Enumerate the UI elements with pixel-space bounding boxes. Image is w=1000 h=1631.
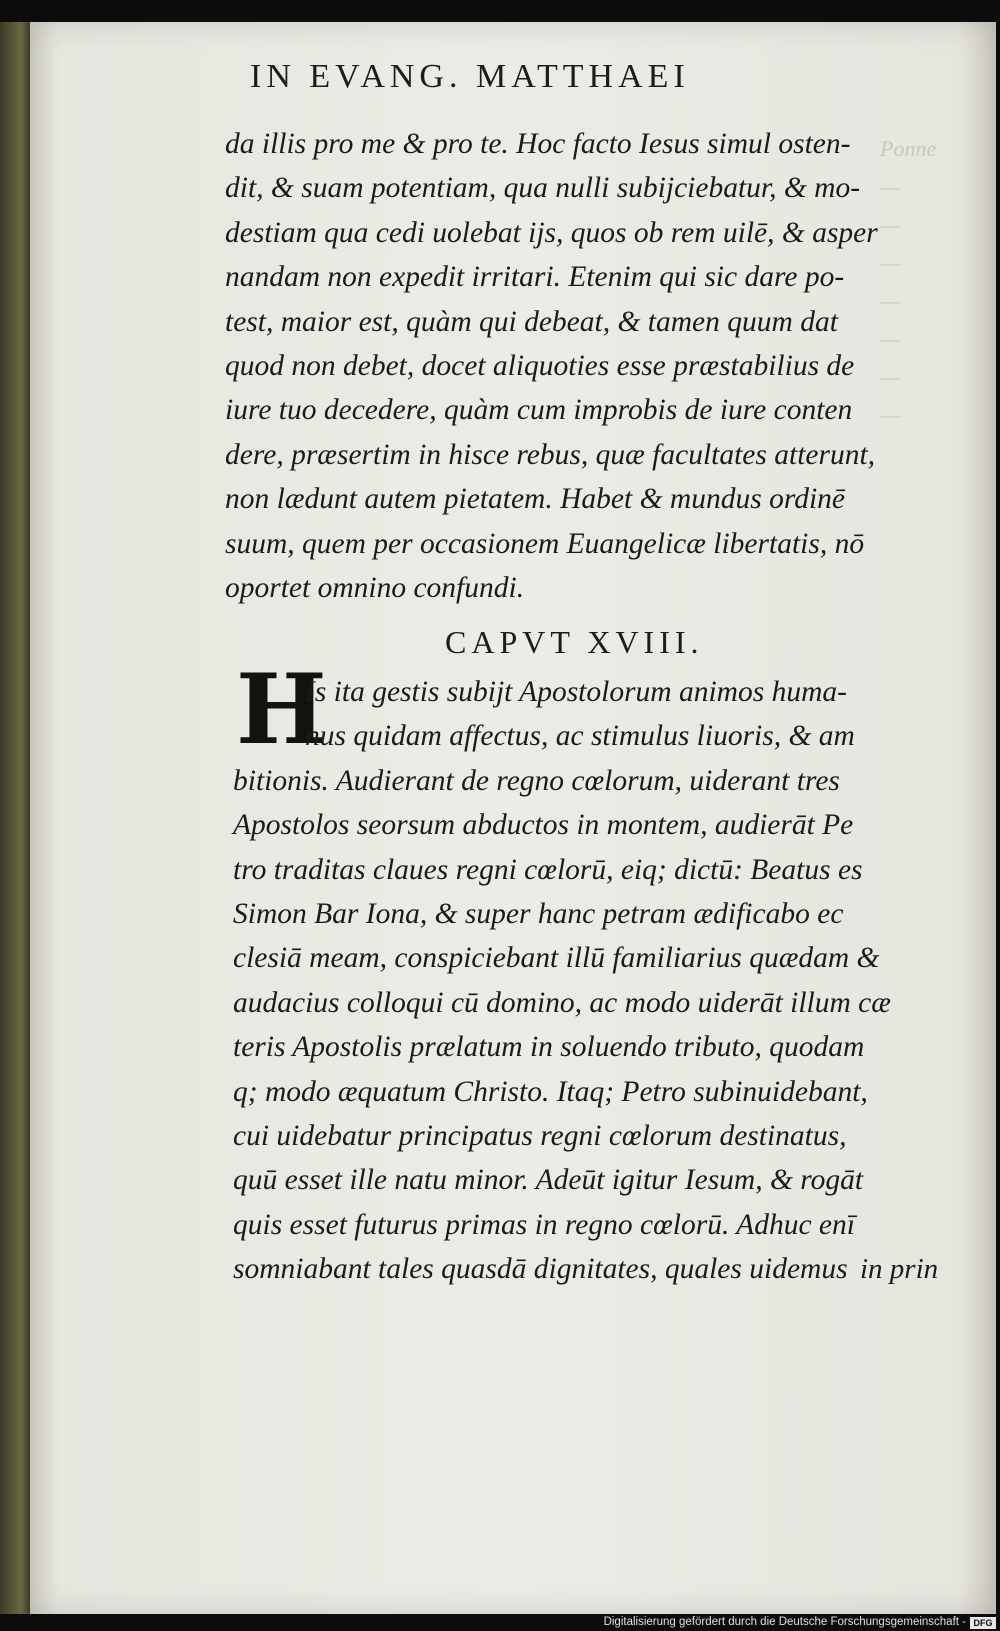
text-line: nus quidam affectus, ac stimulus liuoris, & am (305, 720, 855, 753)
drop-cap-initial: H (236, 653, 327, 766)
text-line: clesiā meam, conspiciebant illū familiarius quædam & (233, 942, 880, 975)
text-line: somniabant tales quasdā dignitates, quales uidemus (233, 1253, 848, 1286)
text-line: suum, quem per occasionem Euangelicæ libertatis, nō (225, 527, 865, 560)
text-line: Simon Bar Iona, & super hanc petram ædificabo ec (233, 897, 844, 930)
text-line: Is ita gestis subijt Apostolorum animos huma- (305, 676, 847, 708)
chapter-heading: CAPVT XVIII. (445, 624, 704, 660)
text-line: iure tuo decedere, quàm cum improbis de iure conten (225, 394, 853, 427)
running-head: IN EVANG. MATTHAEI (250, 58, 690, 95)
text-line: oportet omnino confundi. (225, 571, 525, 604)
text-line: non lædunt autem pietatem. Habet & mundus ordinē (225, 483, 845, 516)
book-binding-edge (0, 22, 30, 1614)
footer-credit: Digitalisierung gefördert durch die Deutsche Forschungsgemeinschaft - (603, 1616, 966, 1628)
text-block-chapter (233, 670, 973, 1291)
text-line: tro traditas claues regni cœlorū, eiq; dictū: Beatus es (233, 853, 863, 886)
text-line: q; modo æquatum Christo. Itaq; Petro subinuidebant, (233, 1075, 868, 1108)
text-line: nandam non expedit irritari. Etenim qui sic dare po- (225, 261, 845, 294)
text-line: teris Apostolis prælatum in soluendo tributo, quodam (233, 1031, 865, 1064)
text-line: test, maior est, quàm qui debeat, & tamen quum dat (225, 305, 838, 338)
text-line: quod non debet, docet aliquoties esse præstabilius de (225, 349, 855, 382)
catchword: in prin (860, 1253, 939, 1285)
text-line: bitionis. Audierant de regno cœlorum, uiderant tres (233, 764, 840, 797)
text-block-upper (225, 122, 965, 610)
text-line: quis esset futurus primas in regno cœlorū. Adhuc enī (233, 1208, 855, 1241)
text-line: dere, præsertim in hisce rebus, quæ facultates atterunt, (225, 438, 876, 471)
dfg-logo: DFG (970, 1617, 996, 1629)
text-line: Apostolos seorsum abductos in montem, audierāt Pe (233, 809, 854, 842)
text-line: da illis pro me & pro te. Hoc facto Iesus simul osten- (225, 128, 851, 160)
text-line: dit, & suam potentiam, qua nulli subijciebatur, & mo- (225, 172, 861, 205)
text-line: quū esset ille natu minor. Adeūt igitur Iesum, & rogāt (233, 1164, 864, 1197)
text-line: audacius colloqui cū domino, ac modo uiderāt illum cæ (233, 986, 891, 1019)
show-through-text: Ponne — — — — — — — (880, 136, 937, 427)
text-line: cui uidebatur principatus regni cœlorum destinatus, (233, 1119, 847, 1152)
text-line: destiam qua cedi uolebat ijs, quos ob rem uilē, & asper (225, 216, 878, 249)
